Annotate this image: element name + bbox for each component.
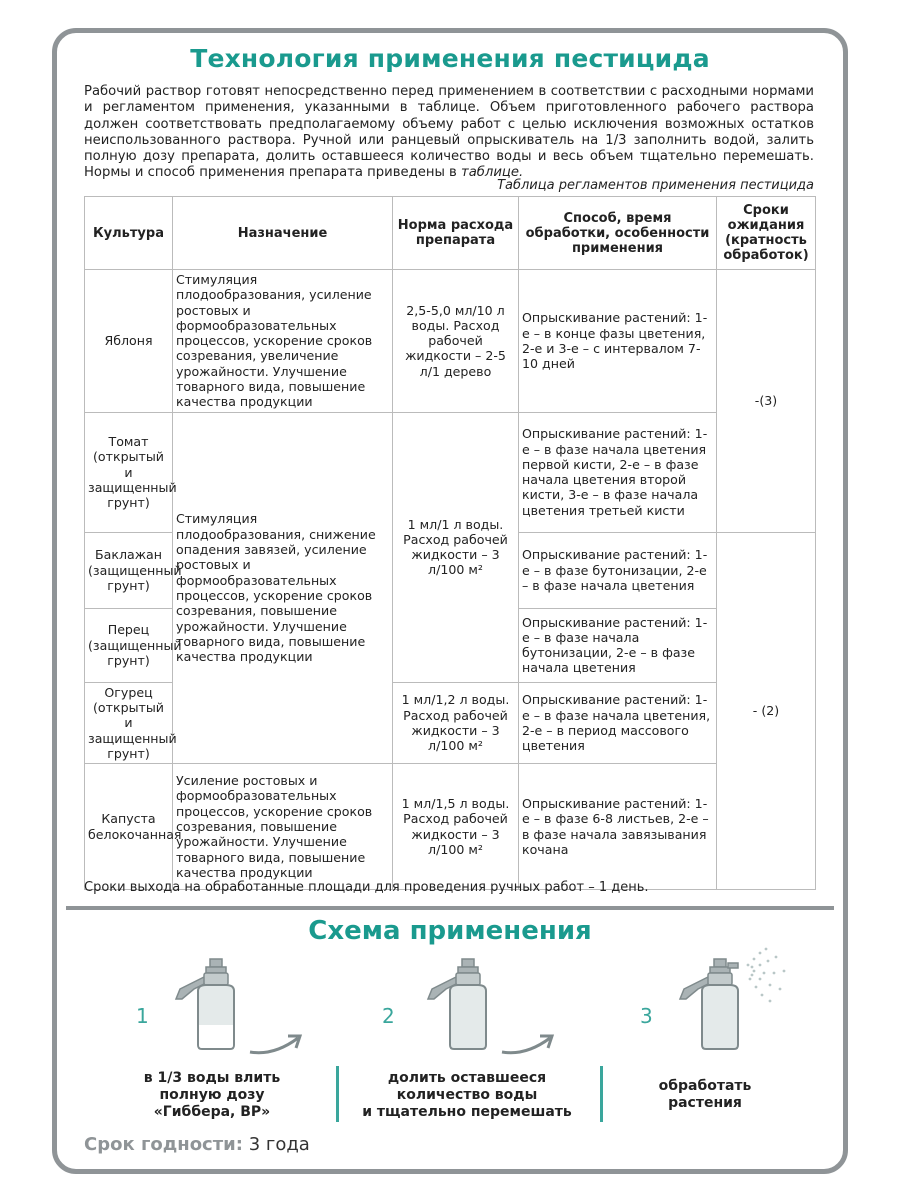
footnote: Сроки выхода на обработанные площади для проведения ручных работ – 1 день. xyxy=(84,880,649,895)
intro-text: Рабочий раствор готовят непосредственно перед применением в соответствии с расходными нормами и регламентом применения, указанными в таблице. Объем приготовленного рабочего раствора должен соответствовать предполагаемому объему работ с целью исключения возможных остатков неиспользованного раствора. Ручной или ранцевый опрыскиватель на 1/3 заполнить водой, залить полную дозу препарата, долить оставшееся количество воды и весь объем тщательно перемешать. Нормы и способ применения препарата приведены в xyxy=(84,84,814,181)
sprayer-spraying-icon xyxy=(672,945,792,1051)
step-1-number: 1 xyxy=(136,1004,149,1028)
curved-arrow-icon xyxy=(500,1030,556,1056)
cell-rate: 1 мл/1,5 л воды. Расход рабочей жидкости – 3 л/100 м² xyxy=(393,764,519,890)
cell-crop: Яблоня xyxy=(85,270,173,413)
header-method: Способ, время обработки, особенности применения xyxy=(519,197,717,270)
cell-wait: -(3) xyxy=(717,270,816,533)
step-3-line: обработать xyxy=(658,1078,752,1094)
header-crop: Культура xyxy=(85,197,173,270)
page-title: Технология применения пестицида xyxy=(190,44,710,73)
table-row xyxy=(85,270,816,413)
intro-emphasis: таблице. xyxy=(461,165,524,181)
section-divider xyxy=(66,906,834,910)
cell-purpose: Стимуляция плодообразования, усиление ростовых и формообразовательных процессов, ускорение сроков созревания, увеличение урожайности. Улучшение товарного вида, повышение качества продукции xyxy=(173,270,393,413)
cell-method: Опрыскивание растений: 1-е – в фазе бутонизации, 2-е – в фазе начала цветения xyxy=(519,532,717,608)
cell-rate: 2,5-5,0 мл/10 л воды. Расход рабочей жидкости – 2-5 л/1 дерево xyxy=(393,270,519,413)
step-3-text xyxy=(620,1078,790,1112)
step-2-line: и тщательно перемешать xyxy=(362,1104,572,1120)
regulations-table xyxy=(84,196,816,890)
cell-method: Опрыскивание растений: 1-е – в фазе начала цветения, 2-е – в период массового цветения xyxy=(519,682,717,763)
step-separator xyxy=(600,1066,603,1122)
step-1-line: полную дозу xyxy=(159,1087,265,1103)
step-2-line: долить оставшееся xyxy=(387,1070,547,1086)
cell-crop: Томат (открытый и защищенный грунт) xyxy=(85,412,173,532)
table-row xyxy=(85,764,816,890)
cell-rate: 1 мл/1,2 л воды. Расход рабочей жидкости – 3 л/100 м² xyxy=(393,682,519,763)
cell-method: Опрыскивание растений: 1-е – в фазе начала цветения первой кисти, 2-е – в фазе начала цветения второй кисти, 3-е – в фазе начала цветения третьей кисти xyxy=(519,412,717,532)
step-2-number: 2 xyxy=(382,1004,395,1028)
shelf-life-value: 3 года xyxy=(248,1134,310,1155)
curved-arrow-icon xyxy=(248,1030,304,1056)
step-1-line: в 1/3 воды влить xyxy=(143,1070,281,1086)
cell-method: Опрыскивание растений: 1-е – в фазе 6-8 листьев, 2-е – в фазе начала завязывания кочана xyxy=(519,764,717,890)
cell-purpose: Стимуляция плодообразования, снижение опадения завязей, усиление ростовых и формообразовательных процессов, ускорение сроков созревания, повышение урожайности. Улучшение товарного вида, повышение качества продукции xyxy=(173,412,393,763)
cell-method: Опрыскивание растений: 1-е – в конце фазы цветения, 2-е и 3-е – с интервалом 7-10 дней xyxy=(519,270,717,413)
intro-paragraph xyxy=(84,84,814,182)
cell-purpose: Усиление ростовых и формообразовательных процессов, ускорение сроков созревания, повышение урожайности. Улучшение товарного вида, повышение качества продукции xyxy=(173,764,393,890)
step-1-line: «Гиббера, ВР» xyxy=(153,1104,271,1120)
shelf-life xyxy=(84,1134,310,1155)
header-wait: Сроки ожидания (кратность обработок) xyxy=(717,197,816,270)
spray-mist xyxy=(747,948,786,1003)
header-purpose: Назначение xyxy=(173,197,393,270)
scheme-title: Схема применения xyxy=(308,916,592,946)
cell-crop: Баклажан (защищенный грунт) xyxy=(85,532,173,608)
cell-method: Опрыскивание растений: 1-е – в фазе начала бутонизации, 2-е – в фазе начала цветения xyxy=(519,608,717,682)
cell-wait: - (2) xyxy=(717,532,816,889)
cell-crop: Перец (защищенный грунт) xyxy=(85,608,173,682)
sprayer-bottle-icon xyxy=(168,955,258,1051)
step-3-line: растения xyxy=(668,1095,742,1111)
step-1-text xyxy=(122,1070,302,1121)
sprayer-bottle-icon xyxy=(420,955,510,1051)
step-3-number: 3 xyxy=(640,1004,653,1028)
cell-rate: 1 мл/1 л воды. Расход рабочей жидкости – 3 л/100 м² xyxy=(393,412,519,682)
shelf-life-label: Срок годности: xyxy=(84,1134,243,1155)
step-2-line: количество воды xyxy=(396,1087,538,1103)
header-rate: Норма расхода препарата xyxy=(393,197,519,270)
cell-crop: Огурец (открытый и защищенный грунт) xyxy=(85,682,173,763)
step-2-text xyxy=(352,1070,582,1121)
table-row xyxy=(85,412,816,532)
table-header-row xyxy=(85,197,816,270)
step-separator xyxy=(336,1066,339,1122)
cell-crop: Капуста белокочанная xyxy=(85,764,173,890)
table-caption: Таблица регламентов применения пестицида xyxy=(497,178,814,193)
